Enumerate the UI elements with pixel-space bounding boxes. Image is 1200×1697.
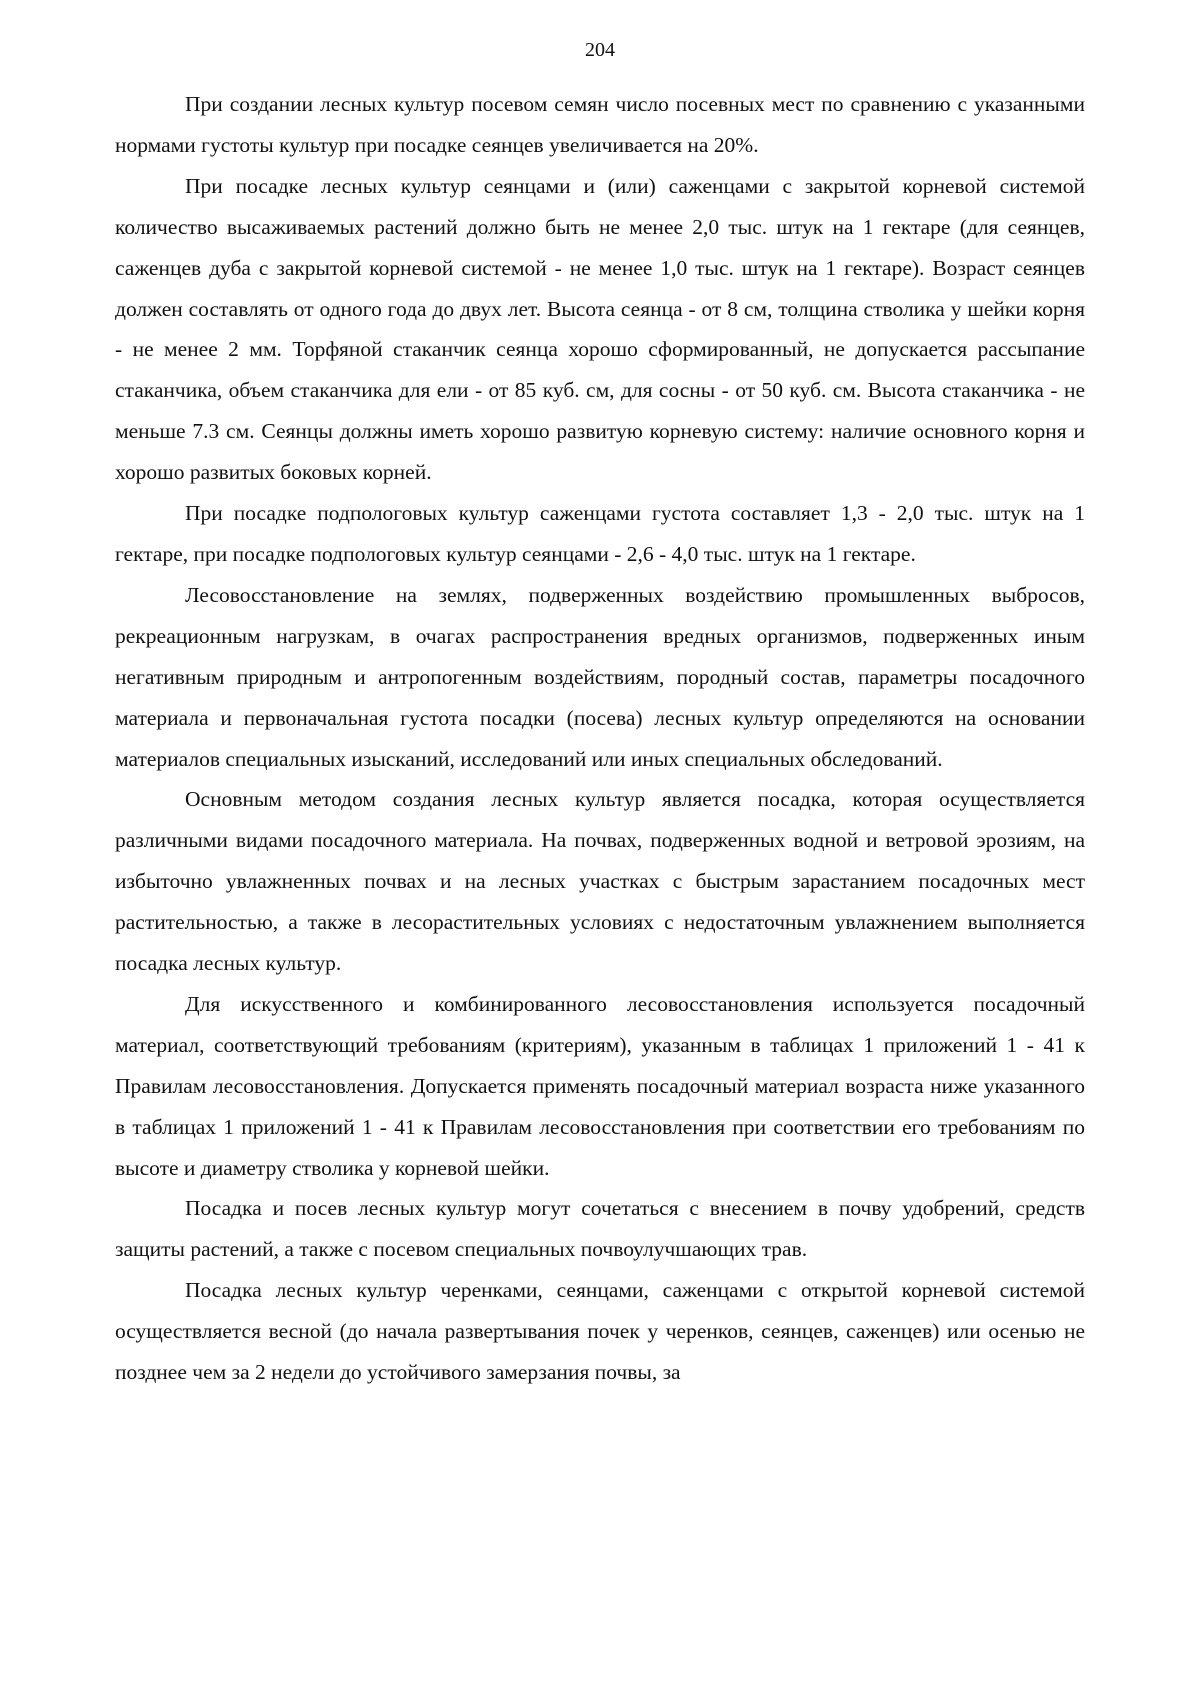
body-text bbox=[115, 84, 1085, 1393]
page-number: 204 bbox=[585, 39, 615, 61]
paragraph-seeding-increase: При создании лесных культур посевом семян число посевных мест по сравнению с указанными нормами густоты культур при посадке сеянцев увеличивается на 20%. bbox=[115, 92, 1085, 157]
paragraph-main-method: Основным методом создания лесных культур является посадка, которая осуществляется различными видами посадочного материала. На почвах, подверженных водной и ветровой эрозиям, на избыточно увлажненных почвах и на лесных участках с быстрым зарастанием посадочных мест растительностью, а также в лесорастительных условиях с недостаточным увлажнением выполняется посадка лесных культур. bbox=[115, 787, 1085, 976]
paragraph-fertilizers: Посадка и посев лесных культур могут сочетаться с внесением в почву удобрений, средств защиты растений, а также с посевом специальных почвоулучшающих трав. bbox=[115, 1196, 1085, 1262]
paragraph-closed-root-seedlings: При посадке лесных культур сеянцами и (или) саженцами с закрытой корневой системой количество высаживаемых растений должно быть не менее 2,0 тыс. штук на 1 гектаре (для сеянцев, саженцев дуба с закрытой корневой системой - не менее 1,0 тыс. штук на 1 гектаре). Возраст сеянцев должен составлять от одного года до двух лет. Высота сеянца - от 8 см, толщина стволика у шейки корня - не менее 2 мм. Торфяной стаканчик сеянца хорошо сформированный, не допускается рассыпание стаканчика, объем стаканчика для ели - от 85 куб. см, для сосны - от 50 куб. см. Высота стаканчика - не меньше 7.3 см. Сеянцы должны иметь хорошо развитую корневую систему: наличие основного корня и хорошо развитых боковых корней. bbox=[115, 173, 1085, 485]
paragraph-planting-season: Посадка лесных культур черенками, сеянцами, саженцами с открытой корневой системой осуществляется весной (до начала развертывания почек у черенков, сеянцев, саженцев) или осенью не позднее чем за 2 недели до устойчивого замерзания почвы, за bbox=[115, 1278, 1085, 1385]
paragraph-planting-material: Для искусственного и комбинированного лесовосстановления используется посадочный материал, соответствующий требованиям (критериям), указанным в таблицах 1 приложений 1 - 41 к Правилам лесовосстановления. Допускается применять посадочный материал возраста ниже указанного в таблицах 1 приложений 1 - 41 к Правилам лесовосстановления при соответствии его требованиям по высоте и диаметру стволика у корневой шейки. bbox=[115, 991, 1085, 1180]
paragraph-impacted-lands: Лесовосстановление на землях, подверженных воздействию промышленных выбросов, рекреационным нагрузкам, в очагах распространения вредных организмов, подверженных иным негативным природным и антропогенным воздействиям, породный состав, параметры посадочного материала и первоначальная густота посадки (посева) лесных культур определяются на основании материалов специальных изысканий, исследований или иных специальных обследований. bbox=[115, 582, 1085, 771]
paragraph-underplanting-density: При посадке подпологовых культур саженцами густота составляет 1,3 - 2,0 тыс. штук на 1 гектаре, при посадке подпологовых культур сеянцами - 2,6 - 4,0 тыс. штук на 1 гектаре. bbox=[115, 501, 1085, 566]
